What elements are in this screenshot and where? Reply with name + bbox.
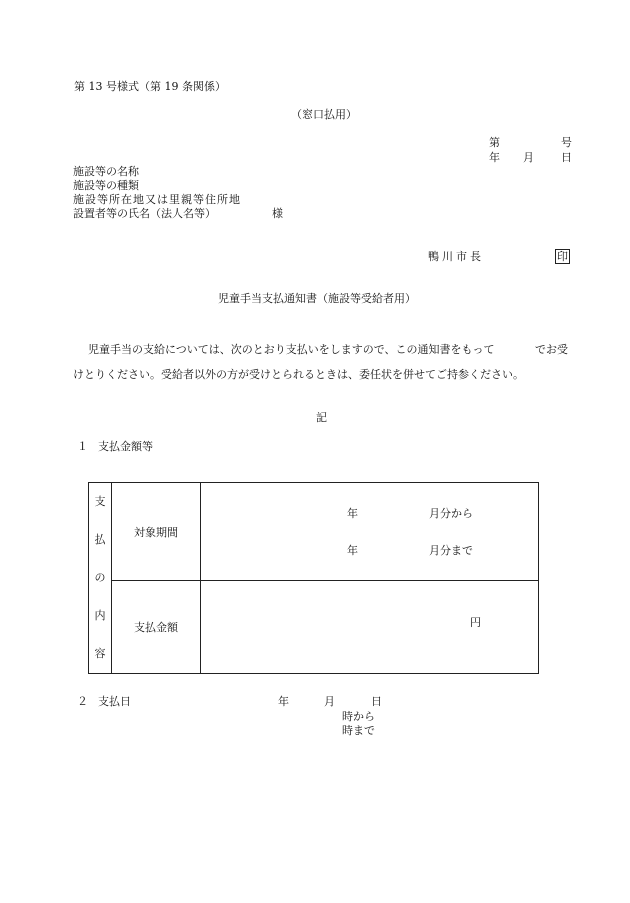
owner-label: 設置者等の氏名（法人名等） (73, 207, 216, 220)
section1-label: 支払金額等 (98, 440, 153, 453)
period-label-cell (112, 483, 201, 581)
period-from-month: 月分から (429, 507, 473, 520)
address-label: 施設等所在地又は里親等住所地 (73, 193, 241, 206)
section2-number: ２ (77, 695, 88, 708)
date-year: 年 (489, 151, 500, 164)
body-line1-b: でお受 (535, 343, 568, 356)
payday-year: 年 (278, 695, 289, 708)
vertical-char: 払 (94, 533, 106, 546)
period-to-month: 月分まで (429, 544, 473, 557)
period-label: 対象期間 (134, 525, 178, 539)
amount-unit: 円 (470, 616, 481, 629)
seal-mark: 印 (557, 250, 568, 263)
body-line2: けとりください。受給者以外の方が受けとられるときは、委任状を併せてご持参ください。 (73, 368, 524, 381)
vertical-label-cell (89, 483, 112, 674)
section2-label: 支払日 (98, 695, 131, 708)
doc-number-suffix: 号 (561, 136, 572, 149)
doc-number-prefix: 第 (489, 136, 500, 149)
ki-heading: 記 (316, 411, 327, 424)
amount-label-cell (112, 581, 201, 674)
payday-month: 月 (324, 695, 335, 708)
payment-table (88, 482, 539, 674)
date-day: 日 (561, 151, 572, 164)
document-title: 児童手当支払通知書（施設等受給者用） (218, 292, 416, 305)
section1-number: １ (77, 440, 88, 453)
payday-time-from: 時から (342, 710, 375, 723)
honorific: 様 (272, 207, 283, 220)
vertical-char: 容 (94, 647, 106, 660)
payday-time-to: 時まで (342, 724, 375, 737)
date-month: 月 (523, 151, 534, 164)
sender-name: 鴨川市長 (428, 250, 484, 263)
amount-value-cell (201, 581, 539, 674)
period-value-cell (201, 483, 539, 581)
facility-name-label: 施設等の名称 (73, 165, 139, 178)
vertical-char: の (94, 571, 106, 584)
subtitle: （窓口払用） (291, 108, 357, 121)
vertical-char: 支 (94, 495, 106, 508)
form-number: 第 13 号様式（第 19 条関係） (74, 80, 226, 93)
period-to-year: 年 (347, 544, 358, 557)
amount-label: 支払金額 (134, 621, 178, 634)
vertical-char: 内 (94, 609, 106, 622)
period-from-year: 年 (347, 507, 358, 520)
payday-day: 日 (371, 695, 382, 708)
facility-type-label: 施設等の種類 (73, 179, 139, 192)
body-line1-a: 児童手当の支給については、次のとおり支払いをしますので、この通知書をもって (88, 343, 495, 356)
